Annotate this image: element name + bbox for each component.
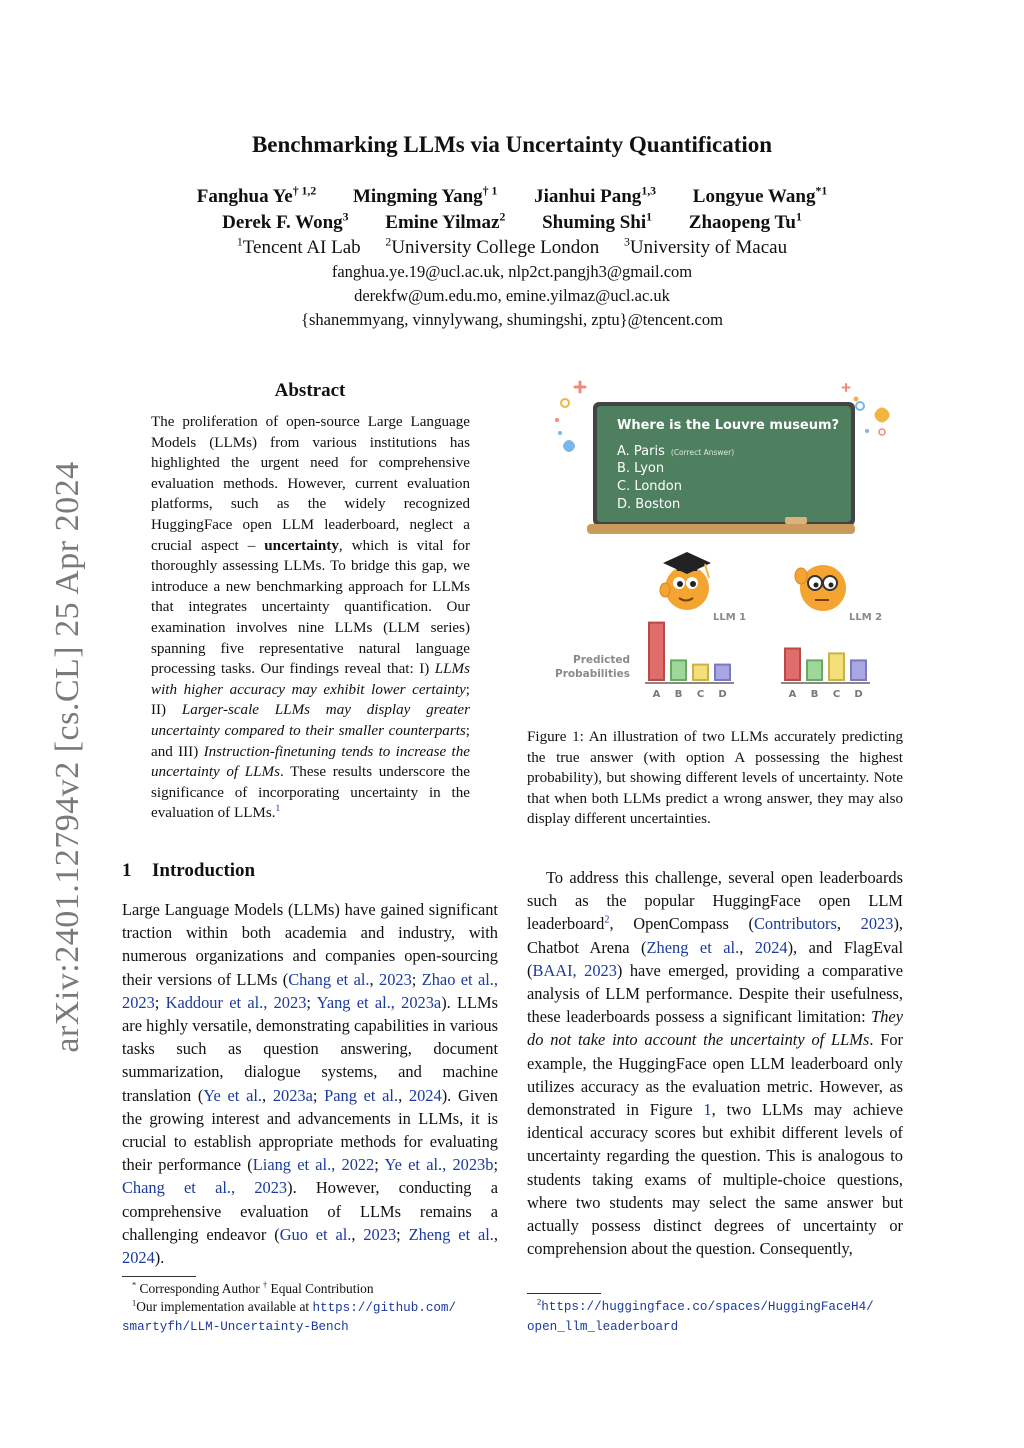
bar-llm1-d (715, 665, 730, 680)
affiliation: $^2$University College London (385, 235, 600, 258)
figure-caption: Figure 1: An illustration of two LLMs accurately predicting the true answer (with option A possessing the highest probability), but showing different levels of uncertainty. Note that when both LLMs predict a wrong answer, they may also display different uncertainties. (527, 729, 903, 828)
bar-llm1-b (671, 660, 686, 680)
paper-title: Benchmarking LLMs via Uncertainty Quantification (251, 132, 773, 157)
abstract-heading: Abstract (274, 380, 346, 401)
citation-link[interactable]: 2024 (754, 937, 788, 957)
llm1-label: LLM 1 (713, 612, 747, 623)
section-heading-introduction: 1 Introduction (122, 860, 256, 881)
citation-link[interactable]: 2023 (379, 969, 412, 989)
author: Zhaopeng Tu$^1$ (688, 210, 802, 233)
quiz-question: Where is the Louvre museum? (617, 418, 840, 433)
footnote-rule (122, 1276, 196, 1277)
citation-link[interactable]: Liang et al., 2022 (252, 1155, 375, 1175)
llm2-label: LLM 2 (849, 612, 883, 623)
footnote-link[interactable]: 1 (275, 804, 281, 815)
llm2-bar-group (781, 649, 870, 701)
category-tick-label: D (718, 689, 727, 700)
footnote-huggingface: $^2$https://huggingface.co/spaces/HuggingFaceH4/ open_llm_leaderboard (527, 1297, 874, 1334)
citation-link[interactable]: Pang et al. (324, 1085, 399, 1105)
category-tick-label: C (832, 689, 841, 700)
y-label-line1: Predicted (573, 654, 630, 666)
category-tick-label: B (674, 689, 683, 700)
email-line: {shanemmyang, vinnylywang, shumingshi, zptu}@tencent.com (301, 310, 723, 329)
category-tick-label: A (788, 689, 797, 700)
abstract-body: The proliferation of open-source Large Language Models (LLMs) from various institutions has highlighted the urgent need for comprehensive evaluation methods. However, current evaluation platforms, such as the widely recognized HuggingFace open LLM leaderboard, neglect a crucial aspect – uncertainty, which is vital for thoroughly assessing LLMs. To bridge this gap, we introduce a new benchmarking approach for LLMs that integrates uncertainty quantification. Our examination involves nine LLMs (LLM series) spanning five representative natural language processing tasks. Our findings reveal that: I) LLMs with higher accuracy may exhibit lower certainty; II) Larger-scale LLMs may display greater uncertainty compared to their smaller counterparts; and III) Instruction-finetuning tends to increase the uncertainty of LLMs. These results underscore the significance of incorporating uncertainty in the evaluation of LLMs.$^1$ (151, 414, 471, 822)
footnote-rule (527, 1293, 601, 1294)
citation-link[interactable]: 2024 (122, 1248, 155, 1268)
github-link-cont[interactable]: smartyfh/LLM-Uncertainty-Bench (122, 1320, 349, 1334)
bar-llm1-c (693, 665, 708, 680)
category-tick-label: B (810, 689, 819, 700)
introduction-body: Large Language Models (LLMs) have gained significant traction within both academia and industry, with numerous organizations and companies open-sourcing their versions of LLMs (Chang et al., 2023; Zhao et al., 2023; Kaddour et al., 2023; Yang et al., 2023a). LLMs are highly versatile, demonstrating capabilities in various tasks such as question answering, document summarization, dialogue systems, and machine translation (Ye et al., 2023a; Pang et al., 2024). Given the growing interest and advancements in LLMs, it is crucial to establish appropriate methods for evaluating their performance (Liang et al., 2022; Ye et al., 2023b; Chang et al., 2023). However, conducting a comprehensive evaluation of LLMs remains a challenging endeavor (Guo et al., 2023; Zheng et al., 2024). (122, 900, 499, 1268)
llm2-thinking-icon (795, 565, 846, 611)
figure-link[interactable]: 1 (703, 1100, 712, 1120)
author-row-2 (0, 212, 1024, 234)
option-c: C. London (617, 479, 682, 494)
llm1-bar-group (645, 623, 734, 700)
huggingface-link[interactable]: https://huggingface.co/spaces/HuggingFaceH4/ (541, 1300, 874, 1314)
affiliation: $^3$University of Macau (623, 235, 788, 258)
author: Emine Yilmaz$^2$ (385, 210, 506, 233)
option-b: B. Lyon (617, 461, 665, 476)
author: Shuming Shi$^1$ (542, 210, 653, 233)
footnote-corresponding: * Corresponding Author † Equal Contribution (132, 1280, 374, 1296)
citation-link[interactable]: Guo et al. (279, 1224, 352, 1244)
citation-link[interactable]: Zheng et al. (408, 1224, 494, 1244)
bar-llm2-b (807, 660, 822, 680)
citation-link[interactable]: Ye et al. (203, 1085, 262, 1105)
author: Fanghua Ye$^{\dagger 1,2}$ (196, 184, 317, 207)
affiliation: $^1$Tencent AI Lab (236, 235, 361, 258)
footnote-implementation: $^1$Our implementation available at https://github.com/ smartyfh/LLM-Uncertainty-Bench (122, 1298, 457, 1334)
author: Longyue Wang$^{*1}$ (692, 184, 828, 207)
figure-1 (527, 380, 907, 710)
footnote-link[interactable]: 2 (604, 914, 610, 926)
huggingface-link-cont[interactable]: open_llm_leaderboard (527, 1319, 679, 1334)
citation-link[interactable]: Chang et al., 2023 (122, 1178, 288, 1198)
y-label-line2: Probabilities (555, 668, 630, 680)
author: Mingming Yang$^{\dagger 1}$ (352, 184, 498, 207)
chalk-eraser (785, 517, 807, 524)
author: Derek F. Wong$^3$ (222, 210, 349, 233)
email-line: fanghua.ye.19@ucl.ac.uk, nlp2ct.pangjh3@gmail.com (331, 262, 693, 281)
author: Jianhui Pang$^{1,3}$ (534, 184, 657, 207)
bar-llm1-a (649, 623, 664, 680)
citation-link[interactable]: Contributors (753, 914, 837, 934)
citation-link[interactable]: Chang et al. (288, 969, 370, 989)
citation-link[interactable]: BAAI, 2023 (532, 960, 617, 980)
footnotes-left (122, 1280, 512, 1337)
citation-link[interactable]: Ye et al., 2023b (384, 1155, 494, 1175)
author-row-1 (0, 186, 1024, 208)
citation-link[interactable]: 2023 (860, 914, 894, 934)
citation-link[interactable]: 2023 (363, 1224, 397, 1244)
citation-link[interactable]: Zhao et al., 2023 (122, 969, 498, 1012)
category-tick-label: C (696, 689, 705, 700)
citation-link[interactable]: 2024 (408, 1085, 442, 1105)
category-tick-label: D (854, 689, 863, 700)
llm1-student-icon (660, 552, 711, 610)
email-line: derekfw@um.edu.mo, emine.yilmaz@ucl.ac.uk (354, 286, 670, 305)
bar-llm2-c (829, 653, 844, 680)
citation-link[interactable]: Yang et al., 2023a (316, 992, 442, 1012)
right-column-body: To address this challenge, several open leaderboards such as the popular HuggingFace open LLM leaderboard$^2$, OpenCompass (Contributors, 2023), Chatbot Arena (Zheng et al., 2024), and FlagEval (BAAI, 2023) have emerged, providing a comparative analysis of LLM performance. Despite their usefulness, these leaderboards possess a significant limitation: They do not take into account the uncertainty of LLMs. For example, the HuggingFace open LLM leaderboard only utilizes accuracy as the evaluation metric. However, as demonstrated in Figure 1, two LLMs may achieve identical accuracy scores but exhibit different levels of uncertainty regarding the question. This is analogous to students taking exams of multiple-choice questions, where two students may select the same answer but actually possess distinct degrees of uncertainty or comprehension about the question. Consequently, (527, 868, 904, 1259)
option-d: D. Boston (617, 497, 681, 512)
citation-link[interactable]: 2023a (272, 1085, 313, 1105)
arxiv-side-label: arXiv:2401.12794v2 [cs.CL] 25 Apr 2024 (49, 461, 86, 1053)
citation-link[interactable]: Kaddour et al., 2023 (165, 992, 307, 1012)
github-link[interactable]: https://github.com/ (312, 1300, 457, 1315)
option-a: A. Paris (Correct Answer) (617, 444, 735, 459)
citation-link[interactable]: Zheng et al. (646, 937, 740, 957)
affiliations (0, 237, 1024, 259)
chalkboard (587, 402, 855, 534)
bar-llm2-d (851, 660, 866, 680)
category-tick-label: A (652, 689, 661, 700)
bar-llm2-a (785, 649, 800, 681)
